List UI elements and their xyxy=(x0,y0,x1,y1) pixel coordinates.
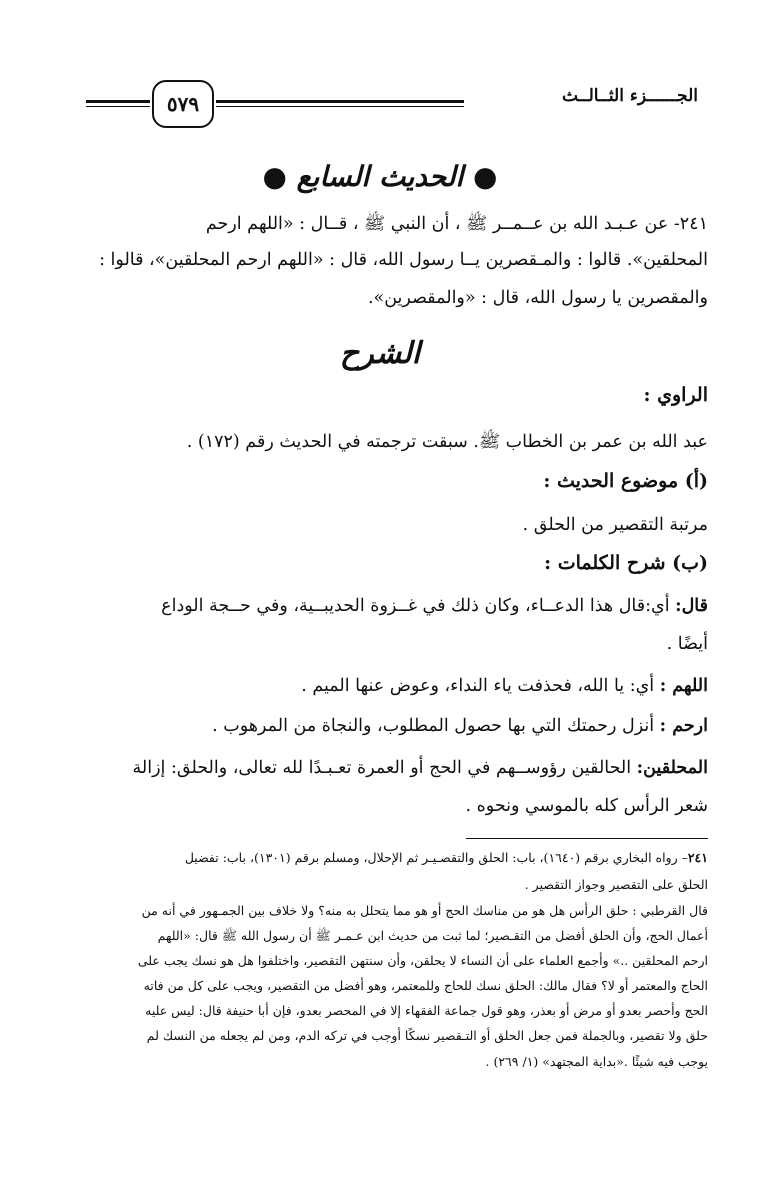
topic-text: مرتبة التقصير من الحلق . xyxy=(522,515,708,535)
narrator-text: عبد الله بن عمر بن الخطاب ﷺ. سبقت ترجمته في الحديث رقم (١٧٢) . xyxy=(186,432,708,452)
footnote-line: ارحم المحلقين ..» وأجمع العلماء على أن النساء لا يحلقن، وأن سنتهن التقصير، واختلفوا هل هو نسك يجب على xyxy=(137,953,708,968)
footnote-line: حلق ولا تقصير، وبالجملة فمن جعل الحلق أو التـقصير نسكًا أوجب في تركه الدم، ومن لم يجعله من النسك لم xyxy=(146,1028,708,1043)
word-term: ارحم : xyxy=(659,716,708,736)
footnote-separator xyxy=(466,838,708,839)
footnote-text: – رواه البخاري برقم (١٦٤٠)، باب: الحلق والتقصـيـر ثم الإحلال، ومسلم برقم (١٣٠١)، باب: تفضيل xyxy=(184,850,688,865)
words-heading: (ب) شرح الكلمات : xyxy=(544,552,708,574)
footnote-line xyxy=(48,850,708,865)
header-rule-right-thin xyxy=(216,106,464,107)
word-entry xyxy=(48,634,708,654)
header-rule-right xyxy=(216,100,464,103)
word-text: الحالقين رؤوســهم في الحج أو العمرة تعـبـدًا لله تعالى، والحلق: إزالة xyxy=(132,758,637,778)
hadith-title: ● الحديث السابع ● xyxy=(262,160,498,193)
part-title: الجــــــزء الثــالــث xyxy=(561,86,698,106)
footnote-line: أعمال الحج، وأن الحلق أفضل من التقـصير؛ لما ثبت من حديث ابن عـمـر ﷺ أن رسول الله ﷺ قال: «اللهم xyxy=(157,928,708,943)
word-text: أي: يا الله، فحذفت ياء النداء، وعوض عنها الميم . xyxy=(301,676,660,696)
footnote-line: قال القرطبي : حلق الرأس هل هو من مناسك الحج أو هو مما يتحلل به منه؟ ولا خلاف بين الجمـهور في أنه من xyxy=(141,903,708,918)
page-number: ٥٧٩ xyxy=(152,80,214,128)
section-title: الشرح xyxy=(339,336,421,371)
narrator-heading: الراوي : xyxy=(643,384,708,406)
word-text: أنزل رحمتك التي بها حصول المطلوب، والنجاة من المرهوب . xyxy=(212,716,660,736)
word-term: قال: xyxy=(675,596,708,616)
footnote-line: يوجب فيه شيئًا .«بداية المجتهد» (١/ ٢٦٩) . xyxy=(485,1054,708,1069)
word-term: اللهم : xyxy=(659,676,708,696)
hadith-line-2: المحلقين». قالوا : والمـقصرين يــا رسول الله، قال : «اللهم ارحم المحلقين»، قالوا : xyxy=(99,250,708,270)
footnote-line: الحاج والمعتمر أو لا؟ فقال مالك: الحلق نسك للحاج وللمعتمر، وهو أفضل من التقصير، ويجب على كل من فاته xyxy=(143,978,708,993)
word-term: المحلقين: xyxy=(636,758,708,778)
word-entry xyxy=(48,676,708,696)
word-entry xyxy=(48,596,708,616)
hadith-line-3: والمقصرين يا رسول الله، قال : «والمقصرين». xyxy=(367,288,708,308)
word-text: أيضًا . xyxy=(666,634,708,654)
word-entry xyxy=(48,796,708,816)
word-text: شعر الرأس كله بالموسي ونحوه . xyxy=(465,796,708,816)
footnote-line: الحلق على التقصير وجواز التقصير . xyxy=(524,877,708,892)
hadith-line-1: ٢٤١- عن عـبـد الله بن عــمــر ﷺ ، أن النبي ﷺ ، قــال : «اللهم ارحم xyxy=(205,214,708,234)
topic-heading: (أ) موضوع الحديث : xyxy=(543,470,708,492)
header-rule-left xyxy=(86,100,150,103)
word-entry xyxy=(48,716,708,736)
footnote-number: ٢٤١ xyxy=(687,850,708,865)
word-text: أي:قال هذا الدعــاء، وكان ذلك في غــزوة الحديبــية، وفي حــجة الوداع xyxy=(161,596,676,616)
word-entry xyxy=(48,758,708,778)
header-rule-left-thin xyxy=(86,106,150,107)
footnote-line: الحج وأحصر بعدو أو مرض أو بعذر، وهو قول جماعة الفقهاء إلا في المحصر بعدو، فإن أبا حنيفة قال: ليس عليه xyxy=(145,1003,708,1018)
